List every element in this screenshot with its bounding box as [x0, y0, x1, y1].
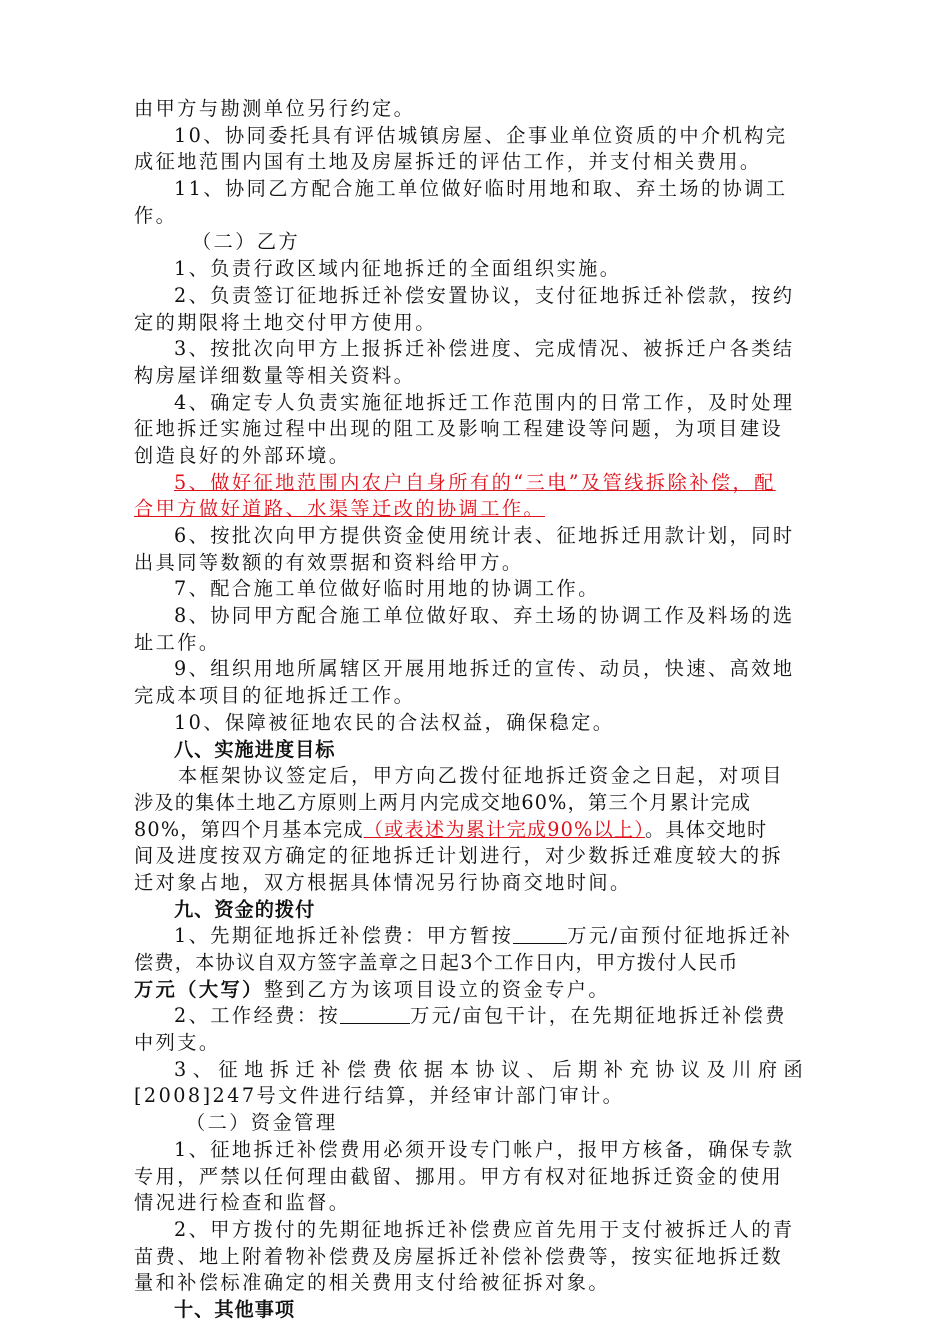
text-line: 创造良好的外部环境。: [134, 443, 351, 467]
text-line: [2008]247号文件进行结算，并经审计部门审计。: [134, 1084, 625, 1108]
text-segment: 万元/亩预付征地拆迁补: [567, 924, 793, 948]
section-heading: 八、实施进度目标: [174, 737, 336, 761]
text-line: 完成本项目的征地拆迁工作。: [134, 684, 416, 708]
text-line: 11、协同乙方配合施工单位做好临时用地和取、弃土场的协调工: [174, 177, 788, 201]
text-line: 专用，严禁以任何理由截留、挪用。甲方有权对征地拆迁资金的使用: [134, 1164, 784, 1188]
text-line: 作。: [134, 203, 178, 227]
revised-text-line: 合甲方做好道路、水渠等迁改的协调工作。: [134, 497, 546, 521]
text-line: 4、确定专人负责实施征地拆迁工作范围内的日常工作，及时处理: [174, 390, 795, 414]
text-line: 2、负责签订征地拆迁补偿安置协议，支付征地拆迁补偿款，按约: [174, 283, 795, 307]
text-line: 迁对象占地，双方根据具体情况另行协商交地时间。: [134, 870, 632, 894]
text-line: 2、甲方拨付的先期征地拆迁补偿费应首先用于支付被拆迁人的青: [174, 1217, 795, 1241]
text-segment: 整到乙方为该项目设立的资金专户。: [263, 977, 611, 1001]
text-segment: 2、工作经费：按: [174, 1004, 341, 1028]
section-subheading: （二）乙方: [192, 230, 301, 254]
text-segment: 1、先期征地拆迁补偿费：甲方暂按: [174, 924, 514, 948]
text-line: 定的期限将土地交付甲方使用。: [134, 310, 437, 334]
text-line: 涉及的集体土地乙方原则上两月内完成交地60%，第三个月累计完成: [134, 790, 752, 814]
text-line: 量和补偿标准确定的相关费用支付给被征拆对象。: [134, 1271, 611, 1295]
text-line: 10、保障被征地农民的合法权益，确保稳定。: [174, 710, 615, 734]
text-line: 本框架协议签定后，甲方向乙拨付征地拆迁资金之日起，对项目: [178, 764, 784, 788]
text-line: 1、征地拆迁补偿费用必须开设专门帐户，报甲方核备，确保专款: [174, 1137, 795, 1161]
text-line: 1、负责行政区域内征地拆迁的全面组织实施。: [174, 257, 622, 281]
text-line-with-bold: [134, 977, 818, 1004]
text-line: 中列支。: [134, 1031, 221, 1055]
text-line-with-blank: [134, 1003, 818, 1030]
fill-in-blank[interactable]: [340, 1005, 410, 1024]
text-line: 出具同等数额的有效票据和资料给甲方。: [134, 550, 524, 574]
text-line: 10、协同委托具有评估城镇房屋、企事业单位资质的中介机构完: [174, 123, 788, 147]
text-line: 址工作。: [134, 630, 221, 654]
text-line-with-blank: [134, 923, 818, 950]
text-line: 3、征地拆迁补偿费依据本协议、后期补充协议及川府函: [174, 1057, 810, 1081]
section-heading: 九、资金的拨付: [174, 897, 316, 921]
text-line: 间及进度按双方确定的征地拆迁计划进行，对少数拆迁难度较大的拆: [134, 844, 784, 868]
section-subheading: （二）资金管理: [186, 1111, 338, 1135]
text-segment: 。具体交地时: [645, 817, 768, 841]
text-line: 8、协同甲方配合施工单位做好取、弃土场的协调工作及料场的选: [174, 604, 795, 628]
text-line: 由甲方与勘测单位另行约定。: [134, 97, 416, 120]
text-line: 苗费、地上附着物补偿费及房屋拆迁补偿补偿费等，按实征地拆迁数: [134, 1244, 784, 1268]
text-line: 构房屋详细数量等相关资料。: [134, 363, 416, 387]
text-line: 成征地范围内国有土地及房屋拆迁的评估工作，并支付相关费用。: [134, 150, 762, 174]
text-line: 7、配合施工单位做好临时用地的协调工作。: [174, 577, 600, 601]
text-segment: 万元/亩包干计，在先期征地拆迁补偿费: [410, 1004, 787, 1028]
text-line: 偿费，本协议自双方签字盖章之日起3个工作日内，甲方拨付人民币: [134, 951, 739, 974]
text-segment: 80%，第四个月基本完成: [134, 817, 364, 841]
revised-text-segment: （或表述为累计完成90%以上）: [363, 817, 646, 841]
text-line-with-revision: [134, 817, 818, 844]
document-page: [134, 96, 818, 1324]
text-line: 征地拆迁实施过程中出现的阻工及影响工程建设等问题，为项目建设: [134, 417, 784, 441]
text-line: 3、按批次向甲方上报拆迁补偿进度、完成情况、被拆迁户各类结: [174, 337, 795, 361]
text-line: 9、组织用地所属辖区开展用地拆迁的宣传、动员，快速、高效地: [174, 657, 795, 681]
bold-text-segment: 万元（大写）: [134, 977, 264, 1001]
text-line: 情况进行检查和监督。: [134, 1191, 351, 1215]
fill-in-blank[interactable]: [513, 925, 567, 944]
revised-text-line: 5、做好征地范围内农户自身所有的“三电”及管线拆除补偿，配: [174, 470, 776, 494]
text-line: 6、按批次向甲方提供资金使用统计表、征地拆迁用款计划，同时: [174, 524, 795, 547]
section-heading: 十、其他事项: [174, 1297, 296, 1321]
